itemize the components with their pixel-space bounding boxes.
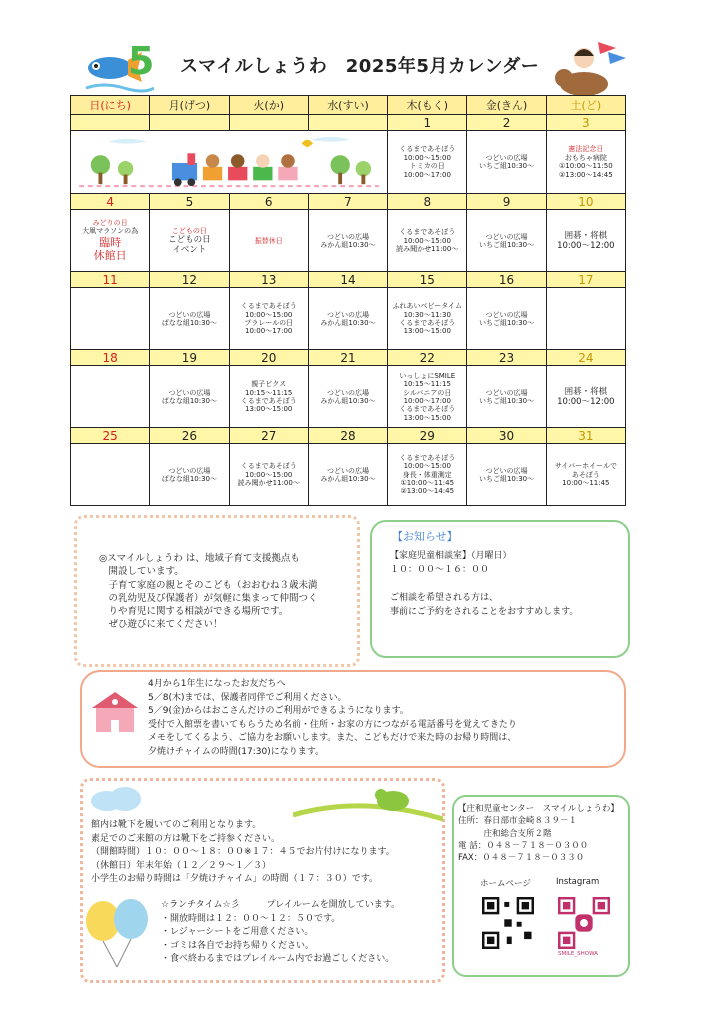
text-line: 庄和総合支所２階: [458, 828, 552, 839]
text-line: ☆ランチタイム☆彡 プレイルームを開放しています。: [161, 900, 400, 910]
event-line: 10:30～11:30: [403, 310, 451, 319]
event-line: こどもの日: [171, 226, 207, 235]
text-line: ぜひ遊びに来てください！: [99, 619, 223, 631]
event-line: 10:00～12:00: [557, 240, 615, 251]
event-line: 10:00～15:00: [245, 310, 293, 319]
date-number: 9: [467, 194, 546, 210]
text-line: １０：００～１６：００: [390, 564, 490, 575]
date-number: [308, 115, 387, 131]
text-line: 素足でのご来館の方は靴下をご持参ください。: [91, 833, 281, 844]
event-line: 身長・体重測定: [402, 470, 452, 479]
day-events-cell: [546, 131, 625, 194]
event-line: シルバニアの日: [403, 388, 452, 397]
date-number: 15: [388, 272, 467, 288]
date-number: 16: [467, 272, 546, 288]
carp-streamer-illustration-icon: [84, 38, 154, 94]
about-facility-box: [74, 515, 360, 667]
facility-rules-text: [91, 819, 395, 887]
event-line: ①10:00～11:50: [559, 162, 613, 171]
text-line: [390, 578, 578, 592]
event-line: 13:00～15:00: [403, 327, 451, 336]
event-line: 振替休日: [254, 236, 283, 245]
day-events-cell: [388, 444, 467, 506]
event-line: 10:00～12:00: [557, 396, 615, 407]
date-number: 8: [388, 194, 467, 210]
svg-text:5: 5: [128, 39, 154, 83]
event-line: つどいの広場: [485, 388, 528, 397]
text-line: 受付で入館票を書いてもらうため名前・住所・お家の方につながる電話番号を覚えてきたり: [148, 719, 517, 730]
event-line: つどいの広場: [485, 153, 528, 162]
date-number: 31: [546, 428, 625, 444]
event-line: つどいの広場: [168, 466, 211, 475]
instagram-label: Instagram: [556, 877, 600, 887]
date-number: 12: [150, 272, 229, 288]
event-line: 10:00～11:45: [562, 479, 610, 488]
event-line: ②13:00～14:45: [559, 170, 613, 179]
event-line: 10:00～17:00: [403, 170, 451, 179]
text-line: ・ゴミは各自でお持ち帰りください。: [161, 940, 315, 951]
event-line: 10:00～15:00: [403, 153, 451, 162]
day-events-cell: [150, 210, 229, 272]
day-events-cell: [467, 288, 546, 350]
date-number: 5: [150, 194, 229, 210]
event-line: ①10:00～11:45: [400, 479, 455, 488]
event-line: つどいの広場: [326, 232, 369, 241]
weekday-header: 月(げつ): [150, 96, 229, 115]
qr-caption: SMILE_SHOWA: [558, 951, 599, 957]
text-line: 住所：春日部市金崎８３９－１: [458, 816, 578, 827]
day-events-cell: [150, 366, 229, 428]
calendar-table: [70, 95, 626, 506]
day-events-cell: [467, 444, 546, 506]
text-line: ・開放時間は１２：００～１２：５０です。: [161, 913, 341, 924]
text-line: 夕焼けチャイムの時間(17:30)になります。: [148, 746, 324, 757]
text-line: ◎スマイルしょうわ は、地域子育て支援拠点も: [99, 553, 300, 564]
day-events-cell: [229, 210, 308, 272]
animal-train-illustration-icon: [79, 132, 379, 190]
train-illustration-cell: [71, 131, 388, 194]
date-number: [150, 115, 229, 131]
homepage-qr-code-icon[interactable]: [482, 897, 534, 949]
date-number: 6: [229, 194, 308, 210]
day-events-cell: [546, 288, 625, 350]
text-line: ・食べ終わるまではプレイルーム内でお過ごしください。: [161, 954, 395, 964]
text-line: ご相談を希望される方は、: [390, 592, 499, 603]
text-line: 小学生のお帰り時間は「夕焼けチャイム」の時間（１７：３０）です。: [91, 874, 379, 884]
text-line: 【家庭児童相談室】（月曜日）: [390, 551, 512, 561]
day-events-cell: [467, 366, 546, 428]
day-events-cell: [546, 210, 625, 272]
weekday-header: 金(きん): [467, 96, 546, 115]
date-number: [71, 115, 150, 131]
event-line: つどいの広場: [168, 388, 211, 397]
event-line: みかん組10:30～: [320, 318, 376, 327]
text-line: 電 話：０４８－７１８－０３００: [458, 840, 589, 851]
date-number: 10: [546, 194, 625, 210]
event-line: ②13:00～14:45: [400, 487, 455, 496]
day-events-cell: [71, 288, 150, 350]
event-line: 10:00～17:00: [245, 327, 293, 336]
day-events-cell: [150, 444, 229, 506]
event-line: みかん組10:30～: [320, 474, 376, 483]
event-line: プラレールの日: [244, 318, 294, 327]
day-events-cell: [388, 366, 467, 428]
event-line: いちご組10:30～: [478, 162, 535, 171]
date-number: 7: [308, 194, 387, 210]
date-number: 22: [388, 350, 467, 366]
event-line: 読み聞かせ11:00～: [237, 479, 300, 488]
date-number: 18: [71, 350, 150, 366]
event-line: くるまであそぼう: [240, 302, 297, 311]
event-line: おもちゃ病院: [564, 153, 607, 162]
day-events-cell: [229, 366, 308, 428]
text-line: 【庄和児童センター スマイルしょうわ】: [458, 804, 619, 814]
event-line: いちご組10:30～: [478, 474, 535, 483]
day-events-cell: [71, 444, 150, 506]
event-line: くるまであそぼう: [399, 405, 456, 414]
text-line: （開館時間）１０：００～１８：００※１７：４５でお片付けになります。: [91, 847, 395, 857]
day-events-cell: [229, 444, 308, 506]
day-events-cell: [546, 366, 625, 428]
event-line: ばなな組10:30～: [161, 474, 218, 483]
date-number: 25: [71, 428, 150, 444]
day-events-cell: [388, 288, 467, 350]
text-line: りや育児に関する相談ができる場所です。: [99, 606, 289, 618]
date-number: [229, 115, 308, 131]
text-line: 4月から1年生になったお友だちへ: [148, 679, 286, 689]
event-line: ばなな組10:30～: [161, 396, 218, 405]
date-number: 14: [308, 272, 387, 288]
event-line: つどいの広場: [326, 388, 369, 397]
event-line: トミカの日: [409, 162, 445, 171]
first-grade-notice-box: [80, 670, 626, 768]
date-number: 28: [308, 428, 387, 444]
day-events-cell: [546, 444, 625, 506]
instagram-qr-code-icon[interactable]: [558, 897, 610, 949]
date-number: 4: [71, 194, 150, 210]
text-line: の乳幼児及び保護者）が気軽に集まって仲間つく: [99, 592, 318, 604]
day-events-cell: [71, 366, 150, 428]
weekday-header: 木(もく): [388, 96, 467, 115]
event-line: いちご組10:30～: [478, 240, 535, 249]
text-line: ・レジャーシートをご用意ください。: [161, 927, 314, 937]
event-line: くるまであそぼう: [240, 396, 297, 405]
event-line: あそぼう: [571, 470, 600, 479]
bird-on-branch-icon: [293, 775, 443, 825]
page-header: [70, 38, 660, 96]
event-line: 10:00～15:00: [403, 236, 451, 245]
day-events-cell: [388, 210, 467, 272]
date-number: 30: [467, 428, 546, 444]
child-on-bear-illustration-icon: [550, 38, 630, 98]
first-grade-text: [148, 678, 517, 759]
date-number: 26: [150, 428, 229, 444]
event-line: 大凧マラソンの為: [82, 227, 139, 236]
event-line: いっしょにSMILE: [399, 371, 456, 380]
event-line: くるまであそぼう: [399, 318, 456, 327]
day-events-cell: [229, 288, 308, 350]
event-line: くるまであそぼう: [399, 228, 456, 237]
day-events-cell: [308, 444, 387, 506]
event-line: 臨時: [99, 235, 122, 249]
balloons-icon: [83, 899, 153, 979]
event-line: 13:00～15:00: [245, 405, 293, 414]
event-line: つどいの広場: [326, 466, 369, 475]
day-events-cell: [308, 210, 387, 272]
facility-rules-box: [80, 778, 445, 983]
event-line: 読み聞かせ11:00～: [396, 245, 459, 254]
event-line: サイバーホイールで: [554, 462, 617, 471]
event-line: 10:15～11:15: [403, 380, 451, 389]
weekday-header: 土(ど): [546, 96, 625, 115]
date-number: 13: [229, 272, 308, 288]
day-events-cell: [308, 366, 387, 428]
text-line: FAX：０４８－７１８－０３３０: [458, 853, 585, 864]
weekday-header: 火(か): [229, 96, 308, 115]
event-line: 憲法記念日: [568, 145, 604, 154]
text-line: 5／9(金)からはおこさんだけのご利用ができるようになります。: [148, 706, 409, 716]
event-line: くるまであそぼう: [399, 453, 456, 462]
weekday-header: 日(にち): [71, 96, 150, 115]
event-line: 囲碁・将棋: [564, 386, 608, 397]
text-line: 事前にご予約をされることをおすすめします。: [390, 606, 579, 617]
date-number: 17: [546, 272, 625, 288]
school-building-icon: [90, 688, 140, 734]
about-facility-text: [99, 552, 318, 632]
date-number: 1: [388, 115, 467, 131]
contact-box: [452, 795, 630, 977]
date-number: 20: [229, 350, 308, 366]
text-line: 開設しています。: [99, 566, 184, 578]
event-line: 10:15～11:15: [245, 388, 293, 397]
event-line: イベント: [172, 245, 207, 256]
event-line: 10:00～15:00: [403, 462, 451, 471]
homepage-label: ホームページ: [480, 879, 531, 889]
text-line: 子育て家庭の親とそのこども（おおむね３歳未満: [99, 579, 318, 591]
date-number: 23: [467, 350, 546, 366]
event-line: みかん組10:30～: [320, 396, 376, 405]
date-number: 29: [388, 428, 467, 444]
event-line: つどいの広場: [326, 310, 369, 319]
notice-heading: 【お知らせ】: [392, 530, 458, 543]
day-events-cell: [308, 288, 387, 350]
event-line: 囲碁・将棋: [564, 230, 608, 241]
event-line: 親子ビクス: [251, 380, 287, 389]
event-line: 休館日: [93, 249, 127, 263]
date-number: 27: [229, 428, 308, 444]
weekday-header: 水(すい): [308, 96, 387, 115]
event-line: いちご組10:30～: [478, 396, 535, 405]
day-events-cell: [71, 210, 150, 272]
date-number: 11: [71, 272, 150, 288]
day-events-cell: [150, 288, 229, 350]
event-line: つどいの広場: [485, 310, 528, 319]
text-line: メモをしてくるよう、ご協力をお願いします。また、こどもだけで来た時のお帰り時間は、: [148, 733, 517, 743]
event-line: くるまであそぼう: [399, 145, 456, 154]
contact-text: [458, 803, 619, 865]
event-line: 10:00～17:00: [403, 396, 451, 405]
text-line: 館内は靴下を履いてのご利用となります。: [91, 820, 262, 830]
cloud-icon: [87, 783, 147, 813]
event-line: いちご組10:30～: [478, 318, 535, 327]
day-events-cell: [467, 210, 546, 272]
event-line: くるまであそぼう: [240, 462, 297, 471]
date-number: 2: [467, 115, 546, 131]
event-line: こどもの日: [168, 234, 211, 245]
event-line: つどいの広場: [168, 310, 211, 319]
day-events-cell: [467, 131, 546, 194]
page-title: スマイルしょうわ 2025年5月カレンダー: [180, 56, 540, 77]
date-number: 24: [546, 350, 625, 366]
event-line: ふれあいベビータイム: [392, 302, 463, 311]
event-line: つどいの広場: [485, 232, 528, 241]
notice-text: [390, 550, 578, 620]
text-line: （休館日）年末年始（１２／２９～１／３）: [91, 860, 272, 871]
event-line: 10:00～15:00: [245, 470, 293, 479]
event-line: ばなな組10:30～: [161, 318, 218, 327]
event-line: つどいの広場: [485, 466, 528, 475]
date-number: 21: [308, 350, 387, 366]
event-line: みかん組10:30～: [320, 240, 376, 249]
text-line: 5／8(木)までは、保護者同伴でご利用ください。: [148, 692, 347, 703]
lunch-time-text: [161, 899, 400, 967]
date-number: 19: [150, 350, 229, 366]
notice-box: [370, 520, 630, 658]
event-line: 13:00～15:00: [403, 413, 451, 422]
day-events-cell: [388, 131, 467, 194]
date-number: 3: [546, 115, 625, 131]
event-line: みどりの日: [92, 218, 128, 227]
